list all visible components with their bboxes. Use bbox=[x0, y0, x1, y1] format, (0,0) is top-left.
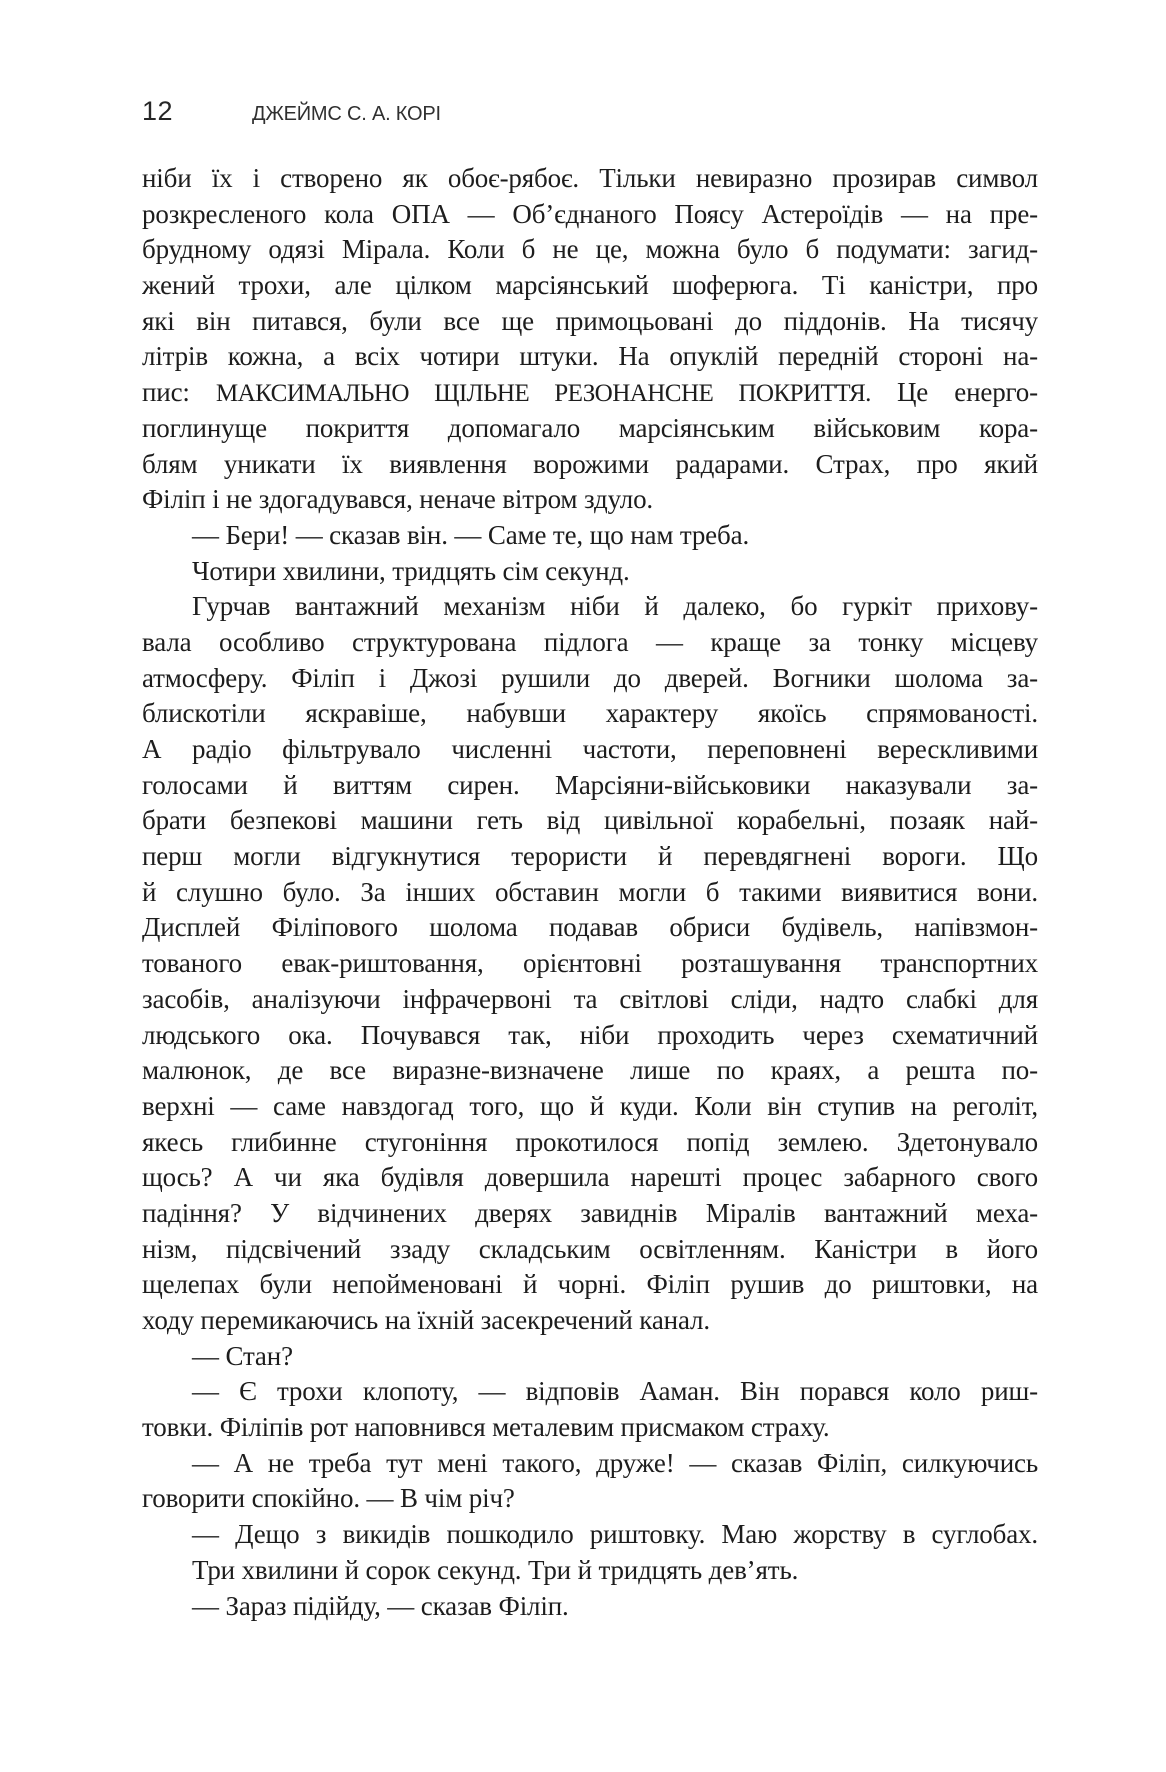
text-line: нізм, підсвічений ззаду складським освітленням. Каністри в його bbox=[142, 1233, 1038, 1264]
paragraph bbox=[142, 1374, 1038, 1445]
text-line: А радіо фільтрувало численні частоти, переповнені верескливими bbox=[142, 734, 1038, 764]
paragraph bbox=[142, 1446, 1038, 1517]
running-head-author: ДЖЕЙМС С. А. КОРІ bbox=[252, 103, 441, 125]
text-line: блям уникати їх виявлення ворожими радарами. Страх, про який bbox=[142, 448, 1038, 479]
text-line: голосами й виттям сирен. Марсіяни-військовики наказували за- bbox=[142, 769, 1038, 800]
text-line: й слушно було. За інших обставин могли б такими виявитися вони. bbox=[142, 876, 1038, 907]
text-line: — Стан? bbox=[192, 1340, 293, 1371]
text-line: ніби їх і створено як обоє-рябоє. Тільки невиразно прозирав символ bbox=[142, 163, 1038, 193]
text-line: ходу перемикаючись на їхній засекречений канал. bbox=[142, 1305, 710, 1335]
text-segment: Це енерго- bbox=[870, 377, 1038, 408]
paragraph bbox=[142, 1339, 1038, 1375]
paragraph bbox=[142, 589, 1038, 1338]
text-line: блискотіли яскравіше, набувши характеру якоїсь спрямованості. bbox=[142, 698, 1038, 729]
text-line: говорити спокійно. — В чім річ? bbox=[142, 1483, 515, 1514]
text-line: перш могли відгукнутися терористи й перевдягнені вороги. Що bbox=[142, 841, 1038, 872]
text-line: брати безпекові машини геть від цивільної корабельні, позаяк най- bbox=[142, 805, 1038, 836]
text-line: брудному одязі Мірала. Коли б не це, можна було б подумати: загид- bbox=[142, 234, 1038, 265]
text-line: щось? А чи яка будівля довершила нарешті процес забарного свого bbox=[142, 1162, 1038, 1193]
page-text bbox=[142, 161, 1038, 1624]
text-line: Дисплей Філіпового шолома подавав обриси будівель, напівзмон- bbox=[142, 912, 1038, 943]
page-header bbox=[142, 94, 1038, 134]
text-line: тованого евак-риштовання, орієнтовні розташування транспортних bbox=[142, 948, 1038, 979]
text-line: — Є трохи клопоту, — відповів Ааман. Він порався коло риш- bbox=[192, 1376, 1038, 1407]
text-line: людського ока. Почувався так, ніби проходить через схематичний bbox=[142, 1019, 1038, 1050]
text-line: літрів кожна, а всіх чотири штуки. На опуклій передній стороні на- bbox=[142, 341, 1038, 372]
text-line: — А не треба тут мені такого, друже! — сказав Філіп, силкуючись bbox=[192, 1447, 1038, 1478]
text-line: розкресленого кола ОПА — Об’єднаного Поясу Астероїдів — на пре- bbox=[142, 198, 1038, 229]
text-line: якесь глибинне стугоніння прокотилося попід землею. Здетонувало bbox=[142, 1126, 1038, 1157]
text-line: атмосферу. Філіп і Джозі рушили до дверей. Вогники шолома за- bbox=[142, 662, 1038, 693]
text-segment: пис: bbox=[142, 377, 216, 408]
text-line: жений трохи, але цілком марсіянський шоферюга. Ті каністри, про bbox=[142, 270, 1038, 301]
paragraph bbox=[142, 1553, 1038, 1589]
text-line: малюнок, де все виразне-визначене лише по краях, а решта по- bbox=[142, 1055, 1038, 1086]
text-line: щелепах були непойменовані й чорні. Філіп рушив до риштовки, на bbox=[142, 1269, 1038, 1300]
text-line: Три хвилини й сорок секунд. Три й тридцять дев’ять. bbox=[192, 1554, 799, 1585]
text-line: поглинуще покриття допомагало марсіянським військовим кора- bbox=[142, 412, 1038, 443]
text-line: які він питався, були все ще примоцьовані до піддонів. На тисячу bbox=[142, 305, 1038, 336]
text-line bbox=[142, 375, 1038, 411]
text-line: Філіп і не здогадувався, неначе вітром здуло. bbox=[142, 484, 654, 515]
text-line: — Дещо з викидів пошкодило риштовку. Маю жорству в суглобах. bbox=[192, 1519, 1038, 1550]
text-line: — Бери! — сказав він. — Саме те, що нам треба. bbox=[192, 519, 750, 550]
text-line: верхні — саме навздогад того, що й куди. Коли він ступив на реголіт, bbox=[142, 1090, 1038, 1121]
paragraph bbox=[142, 554, 1038, 590]
paragraph bbox=[142, 161, 1038, 518]
paragraph bbox=[142, 1517, 1038, 1553]
text-line: вала особливо структурована підлога — краще за тонку місцеву bbox=[142, 626, 1038, 657]
text-line: товки. Філіпів рот наповнився металевим присмаком страху. bbox=[142, 1412, 830, 1443]
text-line: Чотири хвилини, тридцять сім секунд. bbox=[192, 555, 630, 586]
emphasized-caps-text: МАКСИМАЛЬНО ЩІЛЬНЕ РЕЗОНАНСНЕ ПОКРИТТЯ. bbox=[215, 380, 871, 408]
paragraph bbox=[142, 1589, 1038, 1625]
text-line: — Зараз підійду, — сказав Філіп. bbox=[192, 1590, 569, 1621]
text-line: засобів, аналізуючи інфрачервоні та світлові сліди, надто слабкі для bbox=[142, 983, 1038, 1014]
text-line: Гурчав вантажний механізм ніби й далеко, бо гуркіт прихову- bbox=[192, 591, 1038, 622]
paragraph bbox=[142, 518, 1038, 554]
text-line: падіння? У відчинених дверях завиднів Міралів вантажний меха- bbox=[142, 1197, 1038, 1228]
page-number: 12 bbox=[142, 96, 174, 126]
